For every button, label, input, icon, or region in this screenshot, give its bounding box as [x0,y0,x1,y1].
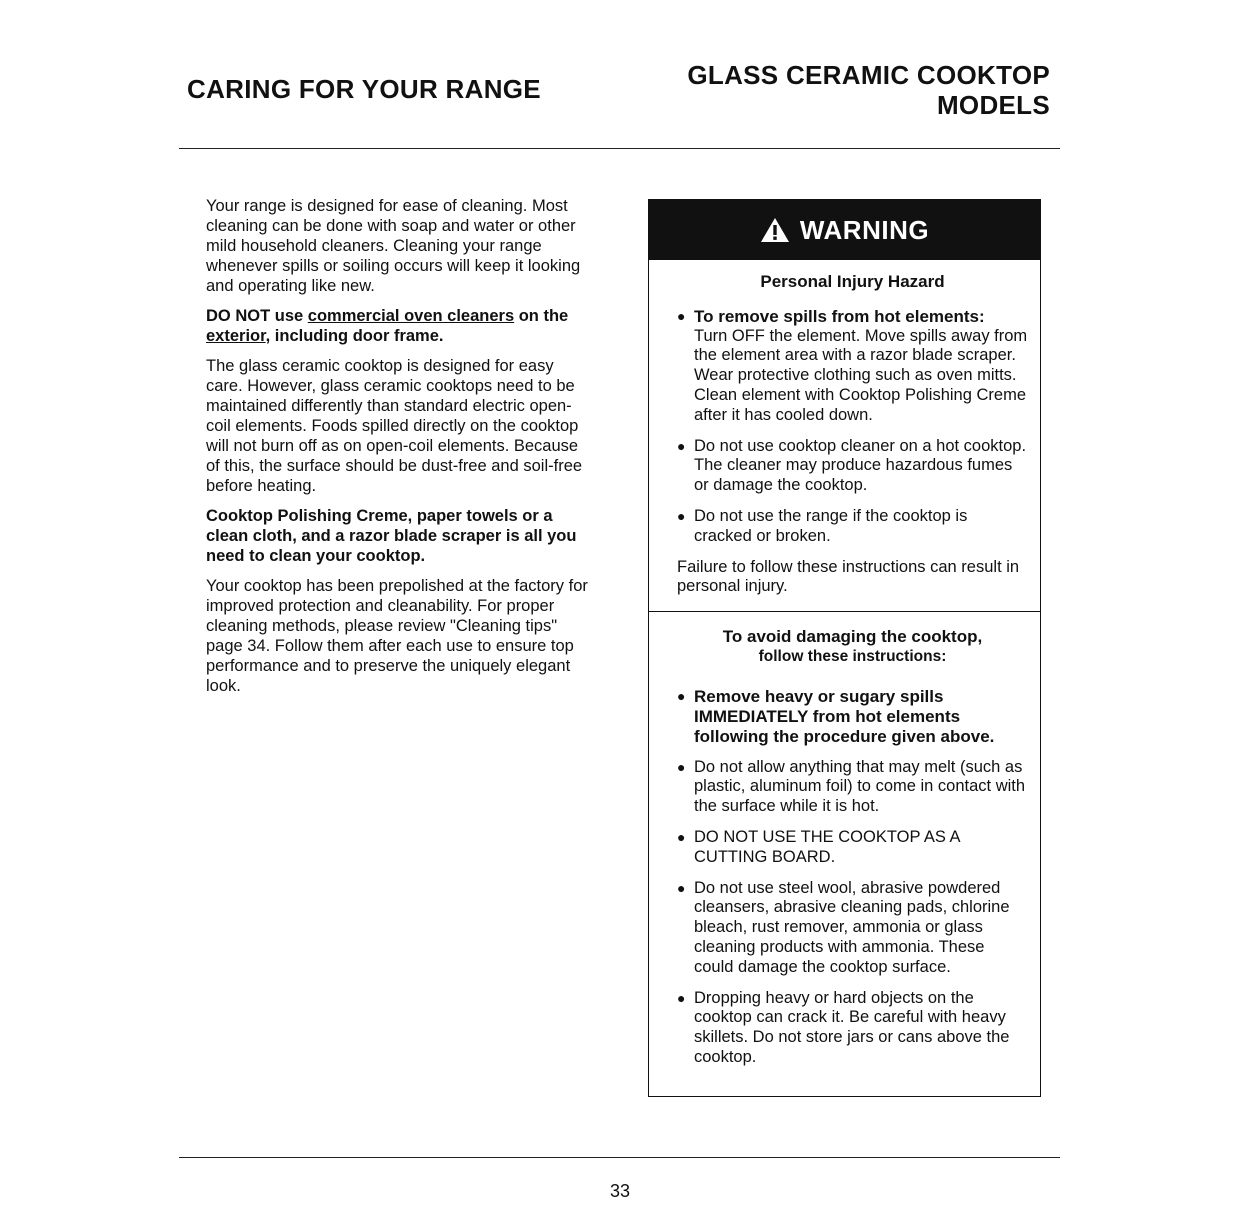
supplies-paragraph: Cooktop Polishing Creme, paper towels or a clean cloth, and a razor blade scraper is all you need to clean your cooktop. [206,507,577,565]
avoid-damage-section [649,627,1040,1068]
bullet-text: Do not use steel wool, abrasive powdered cleansers, abrasive cleaning pads, chlorine bleach, rust remover, ammonia or glass cleaning products with ammonia. These could damage the cooktop surface. [694,878,1010,976]
list-item [677,989,1028,1068]
bullet-heading: Remove heavy or sugary spills IMMEDIATELY from hot elements following the procedure given above. [694,687,995,746]
bullet-icon: ● [677,688,686,705]
list-item [677,828,1028,868]
bullet-text: Do not allow anything that may melt (such as plastic, aluminum foil) to come in contact with the surface while it is hot. [694,757,1026,816]
cooktop-care-paragraph: The glass ceramic cooktop is designed for easy care. However, glass ceramic cooktops need to be maintained differently than standard electric open-coil elements. Foods spilled directly on the cooktop will not burn off as on open-coil elements. Because of this, the surface should be dust-free and soil-free before heating. [206,357,583,495]
avoid-title-line1: To avoid damaging the cooktop, [722,627,983,647]
warning-banner [649,200,1040,260]
page-title [640,60,1050,120]
warning-label: WARNING [799,214,930,245]
warning-box [648,199,1041,1097]
bullet-icon: ● [677,828,686,845]
bullet-icon: ● [677,989,686,1006]
warning-triangle-icon [760,217,790,243]
bullet-text: Turn OFF the element. Move spills away from the element area with a razor blade scraper. Wear protective clothing such as oven mitts. Clean element with Cooktop Polishing Creme after it has cooled down. [694,326,1028,424]
failure-statement: Failure to follow these instructions can result in personal injury. [677,557,1020,596]
bullet-text: Dropping heavy or hard objects on the cooktop can crack it. Be careful with heavy skillets. Do not store jars or cans above the cooktop. [694,988,1010,1066]
bullet-text: DO NOT USE THE COOKTOP AS A CUTTING BOARD. [694,827,960,866]
bullet-icon: ● [677,437,686,454]
bullet-icon: ● [677,307,686,324]
hazard-title: Personal Injury Hazard [760,272,945,291]
caution-link-exterior: exterior [206,327,266,345]
avoid-title-line2: follow these instructions: [758,648,947,666]
injury-hazard-section [649,272,1040,597]
list-item [677,437,1028,496]
footer-divider [179,1157,1060,1158]
bullet-text: Do not use cooktop cleaner on a hot cooktop. The cleaner may produce hazardous fumes or damage the cooktop. [694,436,1027,495]
prepolished-paragraph: Your cooktop has been prepolished at the factory for improved protection and cleanability. For proper cleaning methods, please review "Cleaning tips" page 34. Follow them after each use to ensure top performance and to preserve the uniquely elegant look. [206,577,588,695]
list-item [677,687,1028,746]
list-item [677,758,1028,817]
list-item [677,307,1028,426]
list-item [677,879,1028,978]
caution-link-oven-cleaners: commercial oven cleaners [307,307,515,325]
section-title: CARING FOR YOUR RANGE [187,74,541,104]
bullet-icon: ● [677,758,686,775]
bullet-icon: ● [677,507,686,524]
caution-text-2: on the [514,307,569,325]
caution-text-3: , including door frame. [265,327,444,345]
bullet-icon: ● [677,879,686,896]
page-title-line1: GLASS CERAMIC COOKTOP [687,60,1050,90]
bullet-text: Do not use the range if the cooktop is cracked or broken. [694,506,968,545]
oven-cleaner-caution [206,306,591,346]
avoid-title [677,627,1028,667]
intro-paragraph: Your range is designed for ease of cleaning. Most cleaning can be done with soap and water or other mild household cleaners. Cleaning your range whenever spills or soiling occurs will keep it looking and operating like new. [206,197,581,295]
warning-divider [649,611,1040,612]
bullet-heading: To remove spills from hot elements: [694,306,985,326]
page-title-line2: MODELS [936,90,1050,120]
intro-column [206,196,591,706]
caution-text-1: DO NOT use [206,307,308,325]
page-number: 33 [609,1181,631,1201]
list-item [677,507,1028,547]
header-divider [179,148,1060,149]
